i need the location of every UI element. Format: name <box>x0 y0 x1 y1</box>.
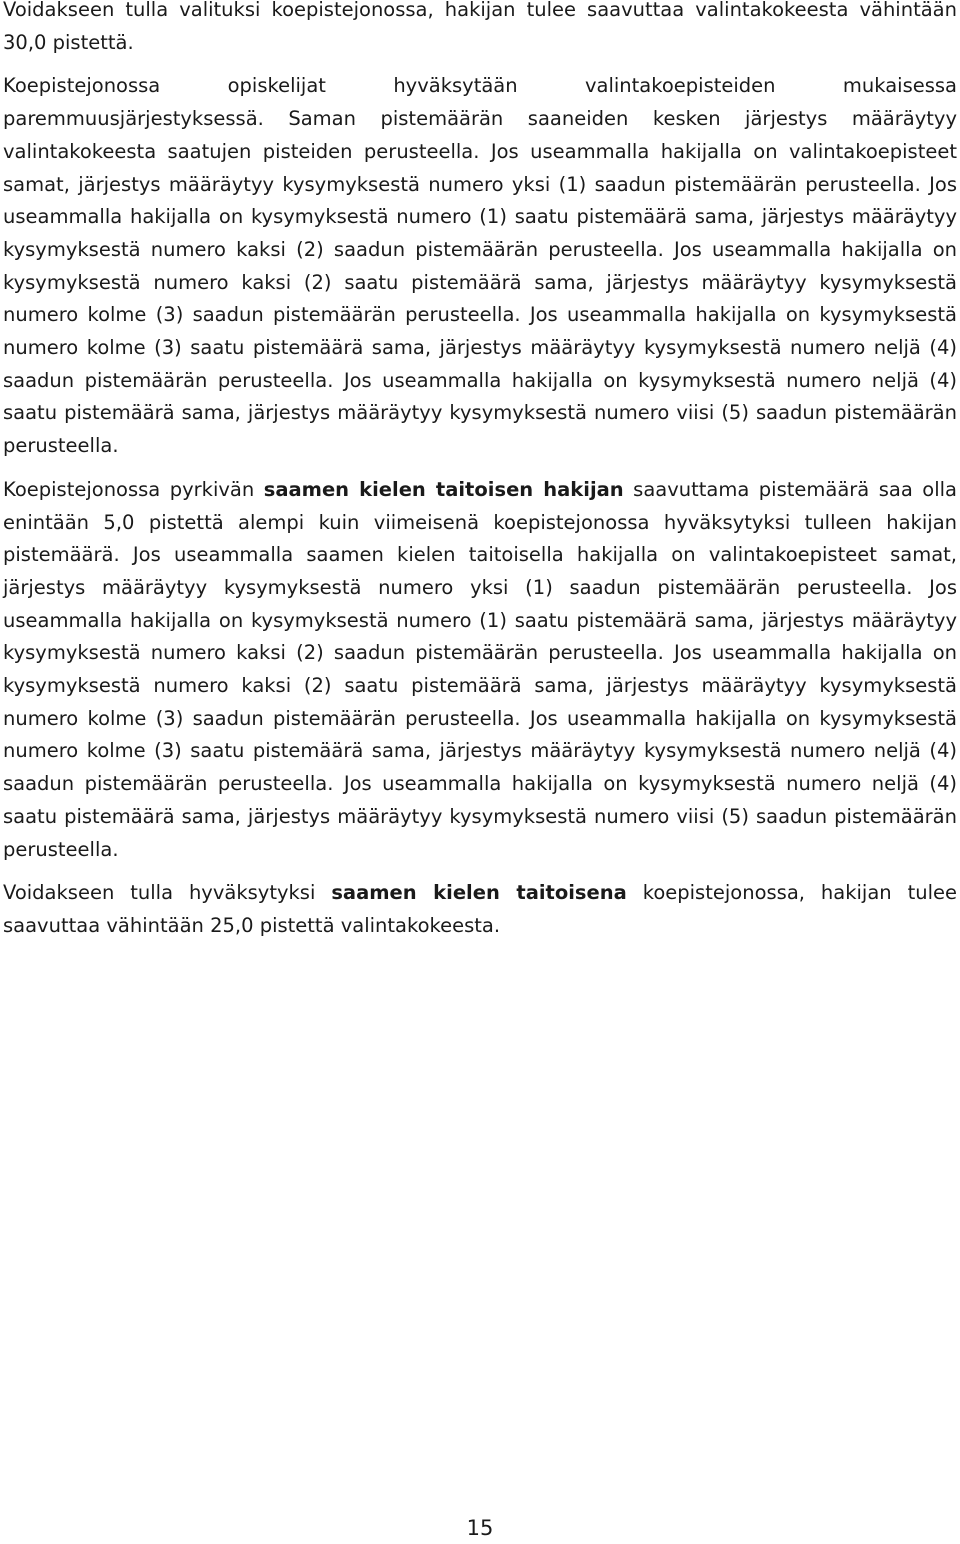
page-content <box>3 0 957 954</box>
sami-tie-break-question-4: Jos useammalla hakijalla on kysymyksestä numero kolme (3) saatu pistemäärä sama, järjestys määräytyy kysymyksestä numero neljä (4) saadun pistemäärän perusteella. <box>3 706 957 796</box>
sami-minimum-bold-term: saamen kielen taitoisena <box>331 881 627 905</box>
sami-lead-text: Koepistejonossa pyrkivän <box>3 477 264 501</box>
sami-tie-break-question-1: Jos useammalla saamen kielen taitoisella hakijalla on valintakoepisteet samat, järjestys määräytyy kysymyksestä numero yksi (1) saadun pistemäärän perusteella. <box>3 543 957 599</box>
sami-tie-break-question-5: Jos useammalla hakijalla on kysymyksestä numero neljä (4) saatu pistemäärä sama, järjestys määräytyy kysymyksestä numero viisi (5) saadun pistemäärän perusteella. <box>3 772 957 861</box>
ranking-sentence: Koepistejonossa opiskelijat hyväksytään valintakoepisteiden mukaisessa paremmuusjärjestyksessä. <box>3 74 957 131</box>
sami-tie-break-question-3: Jos useammalla hakijalla on kysymyksestä numero kaksi (2) saatu pistemäärä sama, järjestys määräytyy kysymyksestä numero kolme (3) saadun pistemäärän perusteella. <box>3 641 957 730</box>
paragraph-ranking-rules <box>3 70 957 462</box>
minimum-score-sentence: Voidakseen tulla valituksi koepistejonossa, hakijan tulee saavuttaa valintakokeesta vähintään 30,0 pistettä. <box>3 0 957 54</box>
sami-rest-text: saavuttama pistemäärä saa olla enintään 5,0 pistettä alempi kuin viimeisenä koepistejonossa hyväksytyksi tulleen hakijan pistemäärä. <box>3 477 957 567</box>
tie-break-question-1: Jos useammalla hakijalla on valintakoepisteet samat, järjestys määräytyy kysymyksestä numero yksi (1) saadun pistemäärän perusteella. <box>3 139 957 196</box>
tie-break-sentence: Saman pistemäärän saaneiden kesken järjestys määräytyy valintakokeesta saatujen pisteiden perusteella. <box>3 107 957 163</box>
tie-break-question-2: Jos useammalla hakijalla on kysymyksestä numero (1) saatu pistemäärä sama, järjestys määräytyy kysymyksestä numero kaksi (2) saadun pistemäärän perusteella. <box>3 172 957 261</box>
paragraph-sami-minimum <box>3 877 957 942</box>
tie-break-question-5: Jos useammalla hakijalla on kysymyksestä numero neljä (4) saatu pistemäärä sama, järjestys määräytyy kysymyksestä numero viisi (5) saadun pistemäärän perusteella. <box>3 368 957 458</box>
sami-minimum-lead: Voidakseen tulla hyväksytyksi <box>3 881 332 905</box>
sami-bold-term: saamen kielen taitoisen hakijan <box>263 477 624 501</box>
paragraph-sami-ranking <box>3 474 957 866</box>
tie-break-question-4: Jos useammalla hakijalla on kysymyksestä numero kolme (3) saatu pistemäärä sama, järjestys määräytyy kysymyksestä numero neljä (4) saadun pistemäärän perusteella. <box>3 303 957 392</box>
page-number: 15 <box>466 1516 494 1540</box>
paragraph-minimum-score <box>3 0 957 59</box>
sami-minimum-rest: koepistejonossa, hakijan tulee saavuttaa vähintään 25,0 pistettä valintakokeesta. <box>3 881 957 937</box>
tie-break-question-3: Jos useammalla hakijalla on kysymyksestä numero kaksi (2) saatu pistemäärä sama, järjestys määräytyy kysymyksestä numero kolme (3) saadun pistemäärän perusteella. <box>3 237 957 327</box>
sami-tie-break-question-2: Jos useammalla hakijalla on kysymyksestä numero (1) saatu pistemäärä sama, järjestys määräytyy kysymyksestä numero kaksi (2) saadun pistemäärän perusteella. <box>3 575 957 665</box>
